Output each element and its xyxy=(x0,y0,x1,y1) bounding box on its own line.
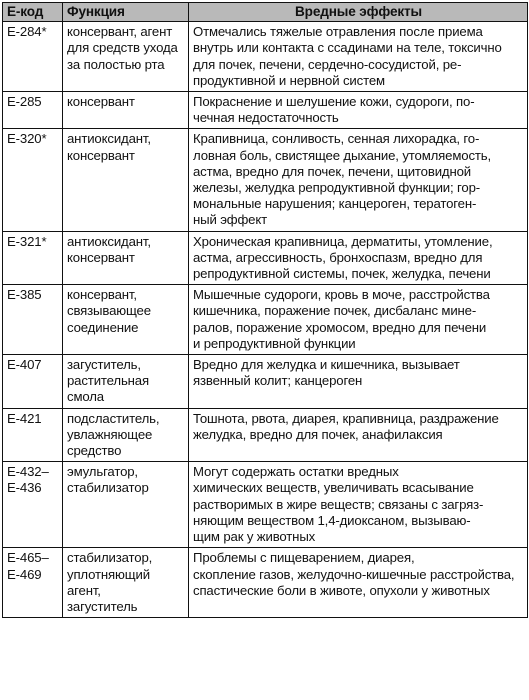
table-row xyxy=(3,355,528,409)
code-text: Е-385 xyxy=(7,287,42,303)
effects-text: Отмечались тяжелые отравления после приема внутрь или контакта с ссадинами на теле, токсично для почек, печени, сердечно-сосудистой, ре- продуктивной и нервной систем xyxy=(193,24,502,88)
cell-effects xyxy=(189,462,528,548)
cell-effects xyxy=(189,548,528,618)
cell-code xyxy=(3,285,63,355)
effects-text: Вредно для желудка и кишечника, вызывает язвенный колит; канцероген xyxy=(193,357,460,389)
header-code: Е-код xyxy=(3,3,63,22)
cell-code xyxy=(3,408,63,462)
cell-effects xyxy=(189,22,528,92)
function-text: стабилизатор, уплотняющий агент, загуститель xyxy=(67,550,153,614)
cell-effects xyxy=(189,285,528,355)
cell-function xyxy=(63,355,189,409)
effects-text: Мышечные судороги, кровь в моче, расстройства кишечника, поражение почек, дисбаланс мине- ралов, поражение хромосом, вредно для печени и репродуктивной функции xyxy=(193,287,490,351)
cell-code xyxy=(3,22,63,92)
code-text: Е-407 xyxy=(7,357,42,373)
header-effects: Вредные эффекты xyxy=(189,3,528,22)
table-row xyxy=(3,462,528,548)
cell-effects xyxy=(189,92,528,129)
function-text: консервант xyxy=(67,94,135,110)
table-row xyxy=(3,129,528,231)
cell-function xyxy=(63,129,189,231)
cell-function xyxy=(63,285,189,355)
cell-effects xyxy=(189,408,528,462)
cell-code xyxy=(3,355,63,409)
table-row xyxy=(3,408,528,462)
effects-text: Тошнота, рвота, диарея, крапивница, раздражение желудка, вредно для почек, анафилаксия xyxy=(193,410,499,442)
function-text: консервант, агент для средств ухода за полостью рта xyxy=(67,24,178,72)
table-row xyxy=(3,548,528,618)
header-row xyxy=(3,3,528,22)
cell-effects xyxy=(189,129,528,231)
function-text: загуститель, растительная смола xyxy=(67,357,149,405)
cell-function xyxy=(63,22,189,92)
table-row xyxy=(3,22,528,92)
code-text: Е-432– Е-436 xyxy=(7,464,49,496)
cell-function xyxy=(63,408,189,462)
cell-effects xyxy=(189,355,528,409)
table-row xyxy=(3,92,528,129)
cell-code xyxy=(3,231,63,285)
cell-code xyxy=(3,548,63,618)
cell-code xyxy=(3,129,63,231)
function-text: консервант, связывающее соединение xyxy=(67,287,151,335)
effects-text: Хроническая крапивница, дерматиты, утомление, астма, агрессивность, бронхоспазм, вредно для репродуктивной системы, почек, желудка, печени xyxy=(193,233,493,282)
function-text: эмульгатор, стабилизатор xyxy=(67,464,149,496)
header-function: Функция xyxy=(63,3,189,22)
code-text: Е-285 xyxy=(7,94,42,110)
cell-function xyxy=(63,92,189,129)
cell-code xyxy=(3,462,63,548)
cell-function xyxy=(63,548,189,618)
table-row xyxy=(3,231,528,285)
code-text: Е-320* xyxy=(7,131,47,147)
effects-text: Могут содержать остатки вредных химических веществ, увеличивать всасывание растворимых в жире веществ; связаны с загряз- няющим веществом 1,4-диоксаном, вызываю- щим рак у животных xyxy=(193,464,484,545)
cell-code xyxy=(3,92,63,129)
cell-function xyxy=(63,231,189,285)
effects-text: Проблемы с пищеварением, диарея, скопление газов, желудочно-кишечные расстройства, спастические боли в животе, опухоли у животных xyxy=(193,550,515,598)
code-text: Е-321* xyxy=(7,233,47,249)
function-text: антиоксидант, консервант xyxy=(67,233,151,265)
code-text: Е-465– Е-469 xyxy=(7,550,49,582)
table-header xyxy=(3,3,528,22)
e-additives-table xyxy=(2,2,528,618)
cell-effects xyxy=(189,231,528,285)
effects-text: Покраснение и шелушение кожи, судороги, по- чечная недостаточность xyxy=(193,94,475,126)
function-text: антиоксидант, консервант xyxy=(67,131,151,163)
cell-function xyxy=(63,462,189,548)
effects-text: Крапивница, сонливость, сенная лихорадка, го- ловная боль, свистящее дыхание, утомляемость, астма, вредно для почек, печени, щитовидной железы, желудка репродуктивной функции; гор- мональные нарушения; канцероген, тератоген- ный эффект xyxy=(193,131,492,228)
table-body xyxy=(3,22,528,618)
code-text: Е-421 xyxy=(7,410,42,426)
table-row xyxy=(3,285,528,355)
code-text: Е-284* xyxy=(7,24,47,40)
function-text: подсластитель, увлажняющее средство xyxy=(67,410,160,459)
